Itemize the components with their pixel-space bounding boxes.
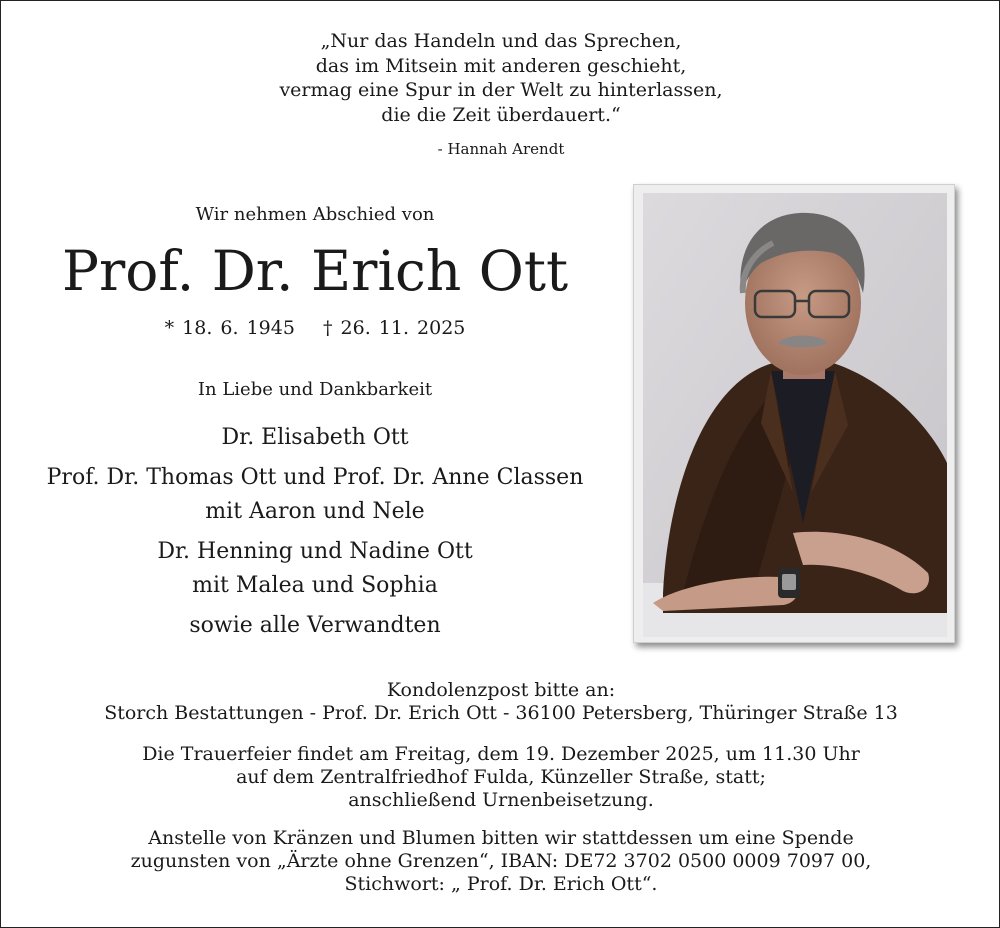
family-group — [11, 609, 619, 643]
quote-line: das im Mitsein mit anderen geschieht, — [315, 54, 687, 77]
family-line: Prof. Dr. Thomas Ott und Prof. Dr. Anne Classen — [46, 465, 584, 490]
death-date: † 26. 11. 2025 — [322, 317, 466, 339]
family-line: Dr. Elisabeth Ott — [221, 425, 409, 450]
life-dates — [11, 317, 619, 339]
family-line: mit Malea und Sophia — [192, 573, 438, 598]
portrait-frame — [633, 184, 955, 643]
funeral-details — [1, 743, 1000, 812]
family-line: Dr. Henning und Nadine Ott — [157, 539, 473, 564]
birth-date: * 18. 6. 1945 — [164, 317, 295, 339]
quote-line: „Nur das Handeln und das Sprechen, — [320, 30, 682, 52]
quote-author: - Hannah Arendt — [437, 140, 565, 158]
info-line: zugunsten von „Ärzte ohne Grenzen“, IBAN: DE72 3702 0500 0009 7097 00, — [130, 850, 872, 872]
info-line: auf dem Zentralfriedhof Fulda, Künzeller Straße, statt; — [236, 766, 766, 788]
portrait-photo — [643, 193, 947, 637]
quote-line: die die Zeit überdauert.“ — [381, 103, 621, 126]
family-line: sowie alle Verwandten — [189, 613, 441, 638]
intro-text: Wir nehmen Abschied von — [195, 204, 435, 225]
condolence-address — [1, 679, 1000, 725]
info-line: Kondolenzpost bitte an: — [386, 679, 616, 701]
info-line: Anstelle von Kränzen und Blumen bitten wir stattdessen um eine Spende — [148, 827, 854, 849]
family-list — [11, 421, 619, 649]
family-group — [11, 461, 619, 529]
quote — [1, 29, 1000, 127]
donation-request — [1, 827, 1000, 896]
dedication: In Liebe und Dankbarkeit — [197, 379, 433, 400]
family-group — [11, 421, 619, 455]
portrait-illustration — [643, 193, 947, 637]
quote-line: vermag eine Spur in der Welt zu hinterlassen, — [279, 79, 723, 101]
info-line: anschließend Urnenbeisetzung. — [348, 789, 654, 811]
family-line: mit Aaron und Nele — [205, 499, 425, 524]
family-group — [11, 535, 619, 603]
info-line: Stichwort: „ Prof. Dr. Erich Ott“. — [344, 873, 658, 895]
deceased-name: Prof. Dr. Erich Ott — [61, 239, 569, 303]
info-line: Die Trauerfeier findet am Freitag, dem 19. Dezember 2025, um 11.30 Uhr — [142, 743, 860, 765]
info-line: Storch Bestattungen - Prof. Dr. Erich Ott - 36100 Petersberg, Thüringer Straße 13 — [104, 702, 898, 724]
